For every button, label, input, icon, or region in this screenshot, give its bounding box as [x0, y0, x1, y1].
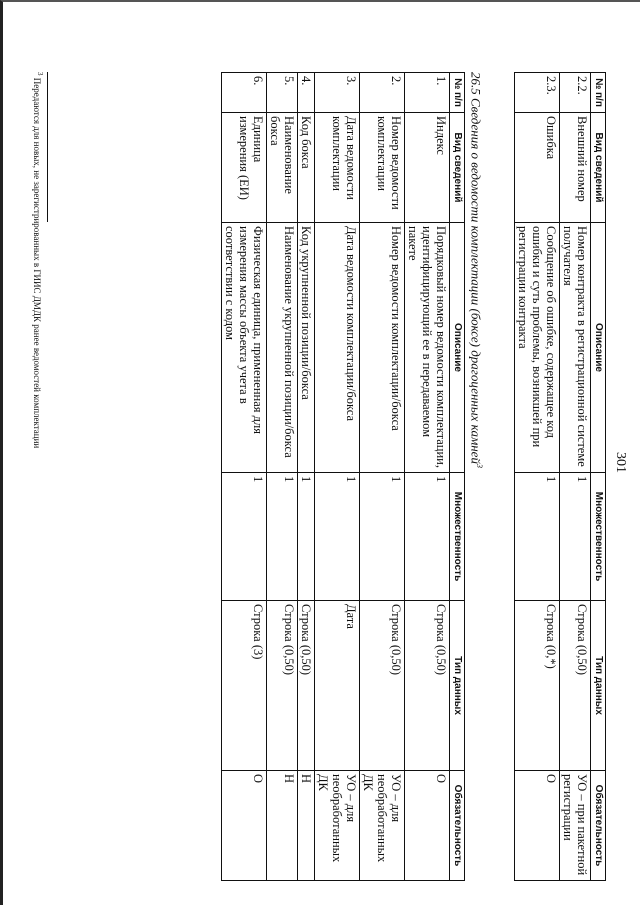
footnote-mark: 3 — [475, 463, 484, 468]
column-header: Вид сведений — [450, 113, 465, 223]
page-number: 301 — [613, 452, 628, 473]
bundle-table — [221, 72, 465, 881]
table-row — [222, 73, 267, 881]
footnote-separator — [47, 72, 48, 222]
table-cell: Сообщение об ошибке, содержащее код ошибки и суть проблемы, возникшей при регистрации контракта — [515, 223, 560, 473]
table-cell: Номер ведомости комплектации — [360, 113, 405, 223]
column-header: № п/п — [591, 73, 606, 113]
table-cell: Код укрупненной позиции/бокса — [298, 223, 315, 473]
table-row — [360, 73, 405, 881]
table-header-row — [450, 73, 465, 881]
table-cell: Код бокса — [298, 113, 315, 223]
table-header-row — [591, 73, 606, 881]
table-cell: 6. — [222, 73, 267, 113]
table-cell: Единица измерения (ЕИ) — [222, 113, 267, 223]
table-cell: 1 — [298, 473, 315, 601]
table-cell: Н — [267, 771, 298, 881]
table-row — [298, 73, 315, 881]
table-cell: 2. — [360, 73, 405, 113]
table-cell: УО – для необработанных ДК — [360, 771, 405, 881]
section-heading — [468, 72, 484, 468]
table-cell: 1. — [405, 73, 450, 113]
table-cell: Дата — [315, 601, 360, 771]
table-cell: УО – для необработанных ДК — [315, 771, 360, 881]
column-header: Тип данных — [450, 601, 465, 771]
table-cell: Строка (0,50) — [298, 601, 315, 771]
table-cell: 1 — [267, 473, 298, 601]
table-cell: 1 — [222, 473, 267, 601]
column-header: № п/п — [450, 73, 465, 113]
column-header: Описание — [591, 223, 606, 473]
table-cell: 3. — [315, 73, 360, 113]
table-cell: Строка (3) — [222, 601, 267, 771]
column-header: Множественность — [591, 473, 606, 601]
column-header: Обязательность — [450, 771, 465, 881]
table-row — [515, 73, 560, 881]
table-cell: Н — [298, 771, 315, 881]
table-row — [405, 73, 450, 881]
table-cell: Дата ведомости комплектации — [315, 113, 360, 223]
table-cell: 5. — [267, 73, 298, 113]
table-cell: Внешний номер — [560, 113, 591, 223]
column-header: Вид сведений — [591, 113, 606, 223]
table-cell: Наименование бокса — [267, 113, 298, 223]
table-cell: Наименование укрупненной позиции/бокса — [267, 223, 298, 473]
table-cell: Строка (0,*) — [515, 601, 560, 771]
table-cell: Строка (0,50) — [267, 601, 298, 771]
footnote-text: Передаются для новых, не зарегистрированных в ГИИС ДМДК ранее ведомостей комплектации — [32, 77, 42, 449]
table-cell: 1 — [405, 473, 450, 601]
table-cell: Ошибка — [515, 113, 560, 223]
table-cell: О — [405, 771, 450, 881]
column-header: Описание — [450, 223, 465, 473]
footnote — [32, 72, 44, 448]
table-cell: Индекс — [405, 113, 450, 223]
table-cell: О — [222, 771, 267, 881]
table-cell: 2.2. — [560, 73, 591, 113]
contract-table — [514, 72, 606, 881]
table-cell: 4. — [298, 73, 315, 113]
table-cell: 1 — [315, 473, 360, 601]
table-row — [560, 73, 591, 881]
section-heading-text: 26.5 Сведения о ведомости комплектации (боксе) драгоценных камней — [468, 72, 484, 464]
column-header: Обязательность — [591, 771, 606, 881]
table-cell: О — [515, 771, 560, 881]
column-header: Тип данных — [591, 601, 606, 771]
table-cell: Номер контракта в регистрационной системе получателя — [560, 223, 591, 473]
table-cell: Строка (0,50) — [560, 601, 591, 771]
column-header: Множественность — [450, 473, 465, 601]
table-cell: Порядковый номер ведомости комплектации, идентифицирующий ее в передаваемом пакете — [405, 223, 450, 473]
table-row — [267, 73, 298, 881]
table-cell: Номер ведомости комплектации/бокса — [360, 223, 405, 473]
table-row — [315, 73, 360, 881]
table-cell: 1 — [515, 473, 560, 601]
table-cell: 1 — [560, 473, 591, 601]
table-cell: Физическая единица, примененная для измерения массы объекта учета в соответствии с кодом — [222, 223, 267, 473]
table-cell: 2.3. — [515, 73, 560, 113]
table-cell: УО – при пакетной регистрации — [560, 771, 591, 881]
table-cell: Строка (0,50) — [405, 601, 450, 771]
table-cell: Дата ведомости комплектации/бокса — [315, 223, 360, 473]
table-cell: 1 — [360, 473, 405, 601]
footnote-mark: 3 — [36, 72, 44, 76]
table-cell: Строка (0,50) — [360, 601, 405, 771]
